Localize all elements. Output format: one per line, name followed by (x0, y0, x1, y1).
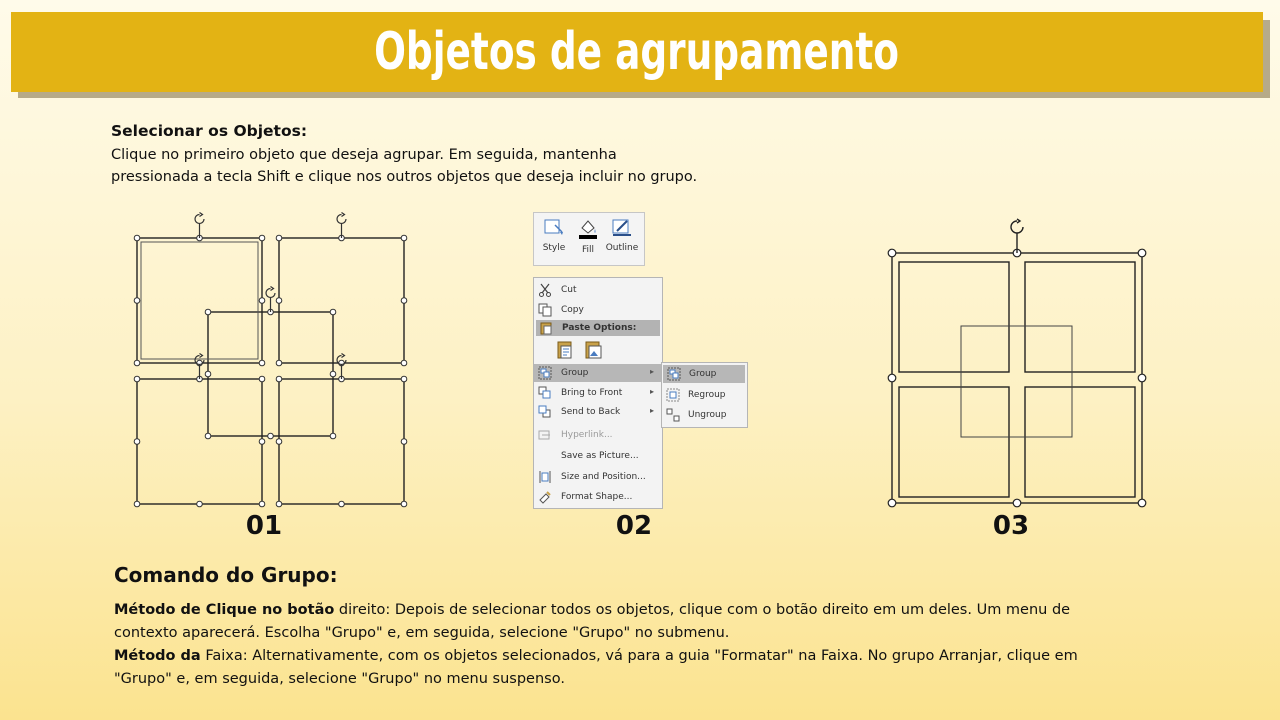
resize-handle[interactable] (205, 371, 211, 377)
method-right-click-paragraph (114, 599, 1114, 645)
resize-handle[interactable] (401, 235, 407, 241)
paste-as-picture-icon[interactable] (584, 340, 604, 360)
resize-handle[interactable] (276, 376, 282, 382)
menu-item-cut[interactable] (534, 281, 662, 299)
ungroup-icon (666, 408, 680, 422)
menu-item-format-shape[interactable] (534, 488, 662, 506)
resize-handle[interactable] (1138, 374, 1146, 382)
menu-item-send-to-back[interactable] (534, 403, 662, 421)
resize-handle[interactable] (1138, 499, 1146, 507)
resize-handle[interactable] (276, 360, 282, 366)
resize-handle[interactable] (888, 374, 896, 382)
resize-handle[interactable] (276, 501, 282, 507)
page-title: Objetos de agrupamento (374, 22, 900, 82)
submenu-item-regroup[interactable] (662, 386, 747, 404)
rotate-arrow-icon (200, 213, 203, 217)
send-to-back-icon (538, 405, 552, 419)
resize-handle[interactable] (401, 501, 407, 507)
pen-outline-icon (611, 217, 633, 237)
resize-handle[interactable] (330, 433, 336, 439)
resize-handle[interactable] (401, 298, 407, 304)
figure-02-label: 02 (615, 511, 653, 541)
resize-handle[interactable] (134, 298, 140, 304)
resize-handle[interactable] (888, 249, 896, 257)
resize-handle[interactable] (205, 433, 211, 439)
resize-handle[interactable] (888, 499, 896, 507)
menu-item-bring-to-front[interactable] (534, 384, 662, 402)
copy-icon (538, 303, 552, 317)
intro-line-1: Clique no primeiro objeto que deseja agrupar. Em seguida, mantenha (111, 147, 617, 163)
resize-handle[interactable] (259, 360, 265, 366)
resize-handle[interactable] (134, 360, 140, 366)
paint-bucket-icon (577, 217, 599, 239)
hyperlink-label: Hyperlink... (561, 430, 613, 440)
method-ribbon-text: Faixa: Alternativamente, com os objetos selecionados, vá para a guia "Formatar" na Faixa. No grupo Arranjar, clique em "Grupo" e, em seguida, selecione "Grupo" no menu suspenso. (114, 648, 1078, 687)
resize-handle[interactable] (1013, 499, 1021, 507)
style-button[interactable] (537, 217, 571, 253)
submenu-item-ungroup[interactable] (662, 406, 747, 424)
group-icon (538, 366, 552, 380)
rotate-arrow-icon (342, 213, 345, 217)
resize-handle[interactable] (134, 235, 140, 241)
figure-01-label: 01 (245, 511, 283, 541)
resize-handle[interactable] (197, 501, 203, 507)
method-right-click-title: Método de Clique no botão (114, 602, 335, 618)
resize-handle[interactable] (276, 439, 282, 445)
command-heading: Comando do Grupo: (114, 563, 338, 587)
figure-03-label: 03 (992, 511, 1030, 541)
scissors-icon (538, 283, 552, 297)
submenu-item-group[interactable] (663, 365, 745, 383)
format-shape-label: Format Shape... (561, 492, 633, 502)
figure-01-selected-shapes (125, 205, 420, 515)
format-ribbon (533, 212, 645, 266)
resize-handle[interactable] (330, 309, 336, 315)
bring-to-front-icon (538, 386, 552, 400)
bring-to-front-label: Bring to Front (561, 388, 623, 398)
intro-line-2: pressionada a tecla Shift e clique nos outros objetos que deseja incluir no grupo. (111, 169, 698, 185)
menu-item-copy[interactable] (534, 301, 662, 319)
rotate-arrow-icon (342, 354, 345, 358)
menu-item-group[interactable] (534, 364, 662, 382)
method-ribbon-paragraph (114, 645, 1114, 691)
submenu-regroup-label: Regroup (688, 390, 726, 400)
copy-label: Copy (561, 305, 584, 315)
rotate-arrow-icon (1017, 219, 1020, 223)
resize-handle[interactable] (339, 501, 345, 507)
rotate-arrow-icon (271, 287, 274, 291)
resize-handle[interactable] (401, 376, 407, 382)
regroup-icon (666, 388, 680, 402)
group-label: Group (561, 368, 589, 378)
submenu-arrow-icon: ▸ (649, 387, 654, 396)
submenu-arrow-icon: ▸ (649, 367, 654, 376)
paste-icon (539, 321, 553, 335)
intro-section (111, 122, 871, 188)
format-shape-icon (538, 490, 552, 504)
resize-handle[interactable] (205, 309, 211, 315)
intro-heading: Selecionar os Objetos: (111, 122, 308, 140)
save-as-picture-label: Save as Picture... (561, 451, 639, 461)
resize-handle[interactable] (276, 235, 282, 241)
resize-handle[interactable] (330, 371, 336, 377)
resize-handle[interactable] (259, 235, 265, 241)
menu-item-hyperlink[interactable] (534, 426, 662, 444)
hyperlink-icon (538, 428, 552, 442)
menu-item-size-and-position[interactable] (534, 468, 662, 486)
submenu-group-label: Group (689, 369, 717, 379)
method-right-click-text: direito: Depois de selecionar todos os objetos, clique com o botão direito em um deles. Um menu de contexto aparecerá. Escolha "Grupo" e, em seguida, selecione "Grupo" no submenu. (114, 602, 1071, 641)
resize-handle[interactable] (259, 298, 265, 304)
title-bar (11, 12, 1263, 92)
resize-handle[interactable] (276, 298, 282, 304)
menu-item-save-as-picture[interactable] (534, 447, 662, 465)
context-menu (533, 277, 663, 509)
resize-handle[interactable] (259, 376, 265, 382)
resize-handle[interactable] (134, 376, 140, 382)
shape-style-icon (543, 217, 565, 237)
size-position-icon (538, 470, 552, 484)
fill-button[interactable] (571, 217, 605, 255)
outline-label: Outline (605, 243, 639, 253)
resize-handle[interactable] (259, 501, 265, 507)
size-and-position-label: Size and Position... (561, 472, 646, 482)
resize-handle[interactable] (401, 439, 407, 445)
submenu-ungroup-label: Ungroup (688, 410, 727, 420)
rotate-arrow-icon (200, 354, 203, 358)
fill-label: Fill (581, 245, 595, 255)
resize-handle[interactable] (268, 433, 274, 439)
group-command-section (114, 563, 1114, 691)
outline-button[interactable] (605, 217, 639, 253)
paste-options-label: Paste Options: (562, 323, 637, 333)
resize-handle[interactable] (134, 439, 140, 445)
group-submenu (661, 362, 748, 428)
paste-keep-formatting-icon[interactable] (556, 340, 576, 360)
group-icon (667, 367, 681, 381)
style-label: Style (542, 243, 566, 253)
resize-handle[interactable] (134, 501, 140, 507)
resize-handle[interactable] (401, 360, 407, 366)
cut-label: Cut (561, 285, 577, 295)
submenu-arrow-icon: ▸ (649, 406, 654, 415)
method-ribbon-title: Método da (114, 648, 201, 664)
resize-handle[interactable] (1138, 249, 1146, 257)
paste-options-header (536, 320, 660, 336)
resize-handle[interactable] (259, 439, 265, 445)
figure-03-grouped-shapes (880, 215, 1155, 515)
send-to-back-label: Send to Back (561, 407, 621, 417)
